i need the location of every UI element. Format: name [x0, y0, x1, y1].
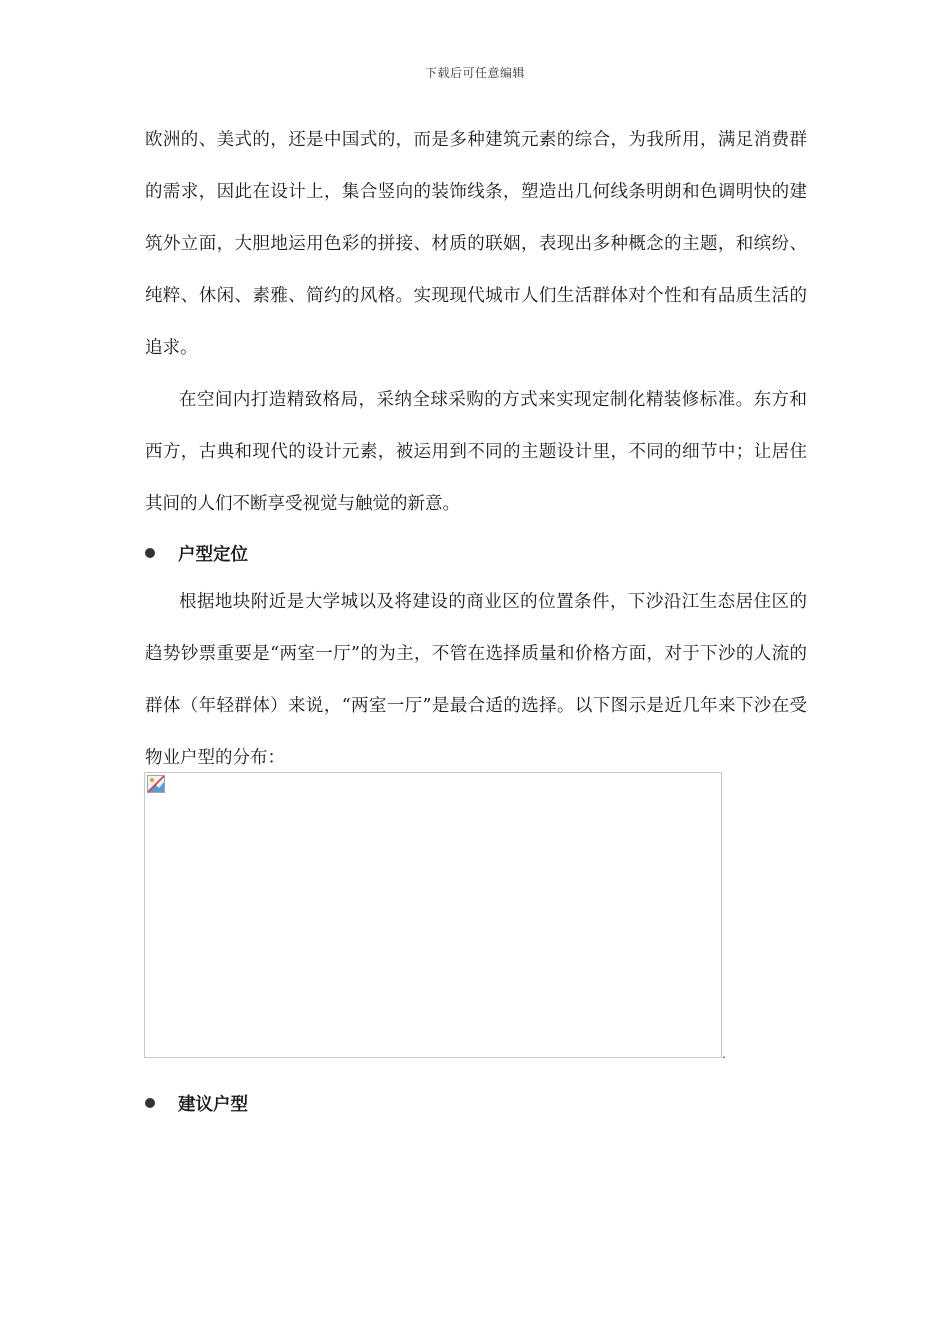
- section-heading-suggested-units: [145, 1080, 248, 1126]
- figure-trailing-mark: .: [722, 1047, 726, 1061]
- section-heading-unit-positioning: [145, 530, 807, 576]
- page-header: 下载后可任意编辑: [424, 66, 525, 80]
- bullet-icon: [145, 1098, 155, 1108]
- section-heading-label: 户型定位: [178, 544, 248, 565]
- paragraph-architecture-style: 欧洲的、美式的，还是中国式的，而是多种建筑元素的综合，为我所用，满足消费群的需求，因此在设计上，集合竖向的装饰线条，塑造出几何线条明朗和色调明快的建筑外立面，大胆地运用色彩的拼接、材质的联姻，表现出多种概念的主题，和缤纷、纯粹、休闲、素雅、简约的风格。实现现代城市人们生活群体对个性和有品质生活的追求。: [145, 130, 807, 358]
- bullet-icon: [145, 548, 155, 558]
- section-heading-label: 建议户型: [178, 1094, 248, 1115]
- unit-distribution-figure: [144, 772, 722, 1058]
- paragraph-interior-design: 在空间内打造精致格局，采纳全球采购的方式来实现定制化精装修标准。东方和西方，古典和现代的设计元素，被运用到不同的主题设计里，不同的细节中；让居住其间的人们不断享受视觉与触觉的新意。: [145, 390, 807, 514]
- document-body: [145, 118, 807, 784]
- paragraph-unit-analysis: 根据地块附近是大学城以及将建设的商业区的位置条件，下沙沿江生态居住区的趋势钞票重要是“两室一厅”的为主，不管在选择质量和价格方面，对于下沙的人流的群体（年轻群体）来说，“两室一厅”是最合适的选择。以下图示是近几年来下沙在受物业户型的分布：: [145, 592, 807, 768]
- broken-image-icon: [147, 775, 165, 793]
